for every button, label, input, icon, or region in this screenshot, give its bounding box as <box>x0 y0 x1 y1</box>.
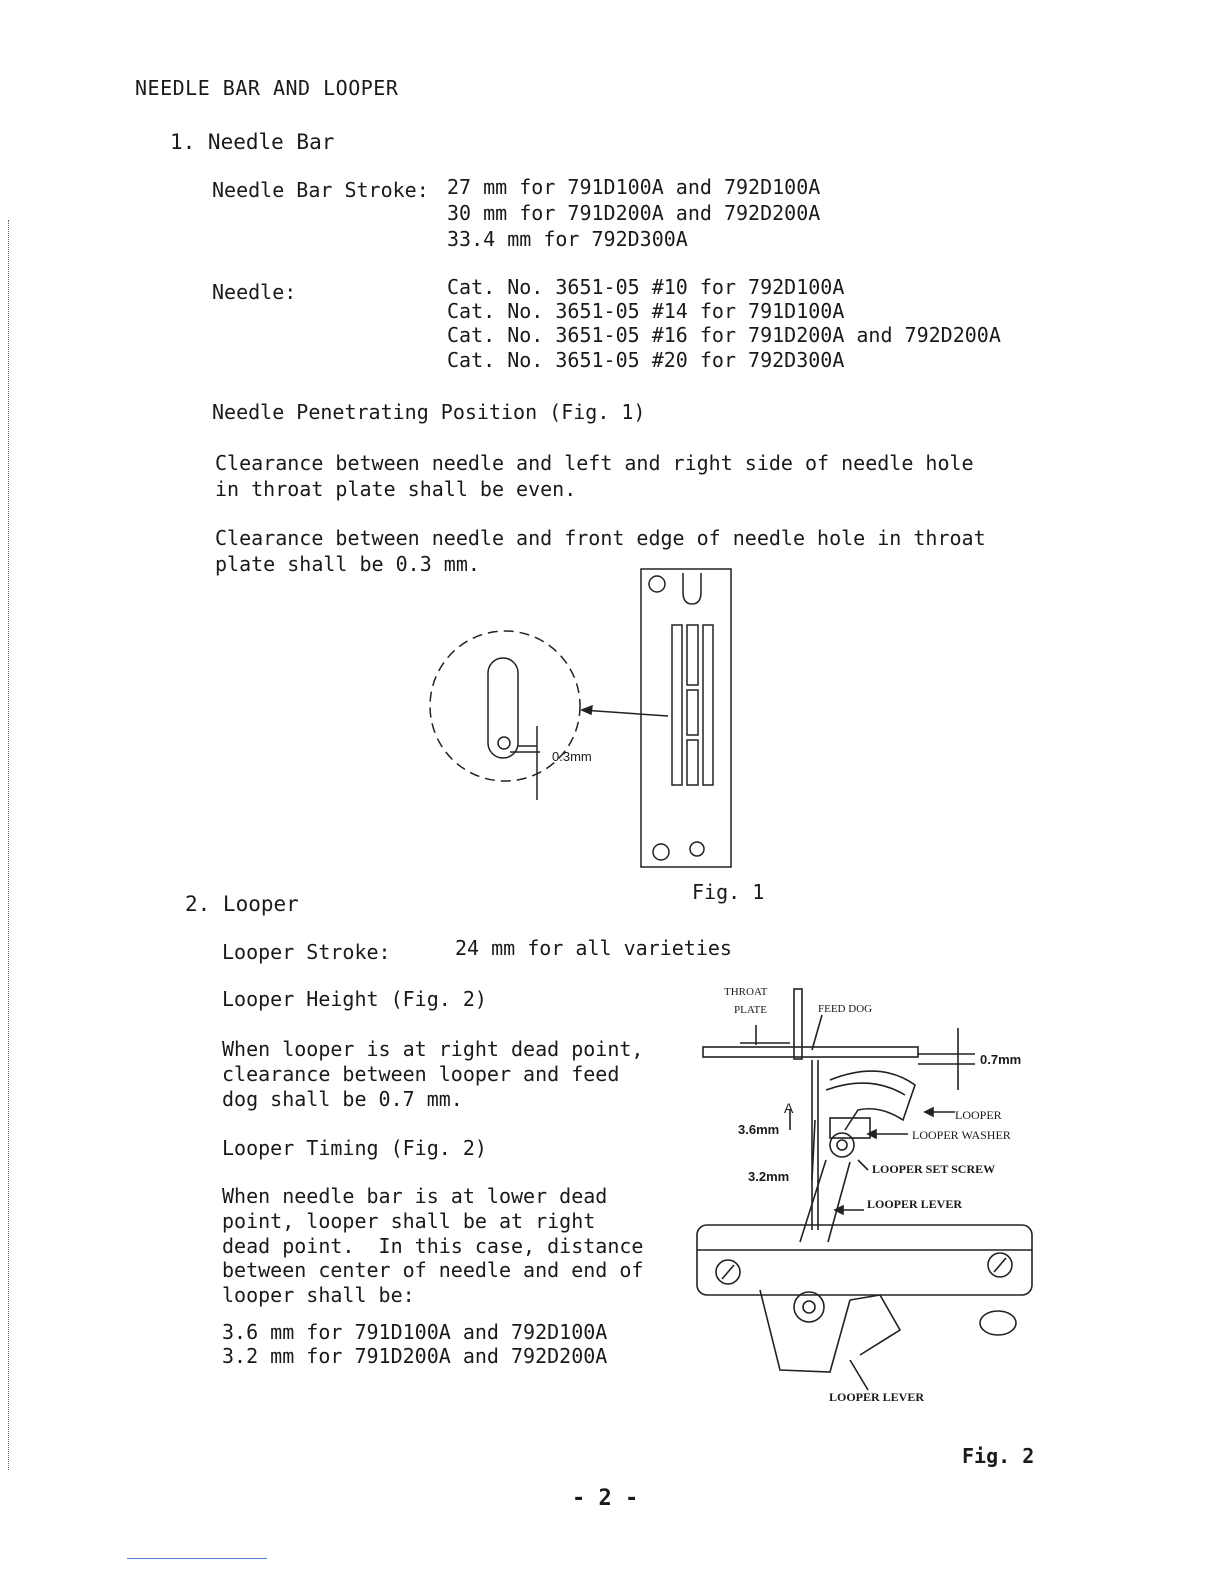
needle-line: Cat. No. 3651-05 #10 for 792D100A <box>447 275 845 299</box>
throat-plate-bar <box>703 1047 918 1057</box>
looper-timing-line: looper shall be: <box>222 1283 415 1307</box>
fig2-label-looper-lever-upper: LOOPER LEVER <box>867 1197 963 1211</box>
fig2-label-throat-plate-2: PLATE <box>734 1004 767 1016</box>
page-number: - 2 - <box>572 1486 639 1511</box>
clearance-para-2-line: plate shall be 0.3 mm. <box>215 552 480 576</box>
spec-line: 3.6 mm for 791D100A and 792D100A <box>222 1320 608 1344</box>
fig2-caption: Fig. 2 <box>962 1444 1035 1468</box>
throat-plate <box>641 569 731 867</box>
section-2-heading: 2. Looper <box>185 892 299 916</box>
clearance-para-2-line: Clearance between needle and front edge of needle hole in throat <box>215 526 986 550</box>
spec-line: 3.2 mm for 791D200A and 792D200A <box>222 1344 608 1368</box>
looper-height-line: clearance between looper and feed <box>222 1062 620 1086</box>
fig2-label-dim-32: 3.2mm <box>748 1169 790 1184</box>
fig2-label-feed-dog: FEED DOG <box>818 1003 873 1015</box>
fig2-label-dim-a: A <box>784 1100 794 1116</box>
looper-lever-arm <box>800 1160 850 1242</box>
looper-height-line: When looper is at right dead point, <box>222 1037 644 1061</box>
fig2-label-clearance: 0.7mm <box>980 1052 1022 1067</box>
looper-stroke-label: Looper Stroke: <box>222 940 391 964</box>
pointer-arrow <box>582 710 668 716</box>
looper-timing-line: between center of needle and end of <box>222 1258 644 1282</box>
looper-timing-line: point, looper shall be at right <box>222 1209 596 1233</box>
looper-timing-heading: Looper Timing (Fig. 2) <box>222 1136 487 1160</box>
fig2-label-looper: LOOPER <box>955 1108 1002 1122</box>
looper-timing-line: dead point. In this case, distance <box>222 1234 644 1258</box>
fig1-caption: Fig. 1 <box>692 880 765 904</box>
needle-circle <box>498 737 510 749</box>
fig2-label-throat-plate-1: THROAT <box>724 986 768 998</box>
stroke-line: 33.4 mm for 792D300A <box>447 227 688 251</box>
looper-shape <box>830 1071 915 1130</box>
needle-line: Cat. No. 3651-05 #16 for 791D200A and 792D200A <box>447 323 1001 347</box>
needle-label: Needle: <box>212 280 297 304</box>
lower-lever-pivot <box>794 1292 824 1322</box>
scan-edge-line <box>8 220 9 1470</box>
fig1-clearance-label: 0.3mm <box>552 749 592 764</box>
stroke-line: 27 mm for 791D100A and 792D100A <box>447 175 821 199</box>
fig2-label-dim-36: 3.6mm <box>738 1122 780 1137</box>
base-casting <box>697 1225 1032 1295</box>
needle-penetrating-heading: Needle Penetrating Position (Fig. 1) <box>212 400 646 424</box>
needle-bar-stroke-label: Needle Bar Stroke: <box>212 178 429 202</box>
looper-height-heading: Looper Height (Fig. 2) <box>222 987 487 1011</box>
bottom-rule <box>127 1558 267 1559</box>
stroke-line: 30 mm for 791D200A and 792D200A <box>447 201 821 225</box>
looper-height-line: dog shall be 0.7 mm. <box>222 1087 463 1111</box>
looper-stroke-value: 24 mm for all varieties <box>455 936 732 960</box>
needle-line: Cat. No. 3651-05 #20 for 792D300A <box>447 348 845 372</box>
looper-set-screw <box>830 1133 854 1157</box>
needle-hole-slot <box>488 658 518 758</box>
page-title: NEEDLE BAR AND LOOPER <box>135 76 399 100</box>
fig2-label-looper-set-screw: LOOPER SET SCREW <box>872 1162 996 1176</box>
needle-line: Cat. No. 3651-05 #14 for 791D100A <box>447 299 845 323</box>
clearance-para-1-line: Clearance between needle and left and right side of needle hole <box>215 451 974 475</box>
looper-timing-line: When needle bar is at lower dead <box>222 1184 608 1208</box>
fig2-label-looper-lever-lower: LOOPER LEVER <box>829 1390 925 1404</box>
fig2-label-looper-washer: LOOPER WASHER <box>912 1128 1011 1142</box>
section-1-heading: 1. Needle Bar <box>170 130 335 154</box>
clearance-para-1-line: in throat plate shall be even. <box>215 477 577 501</box>
